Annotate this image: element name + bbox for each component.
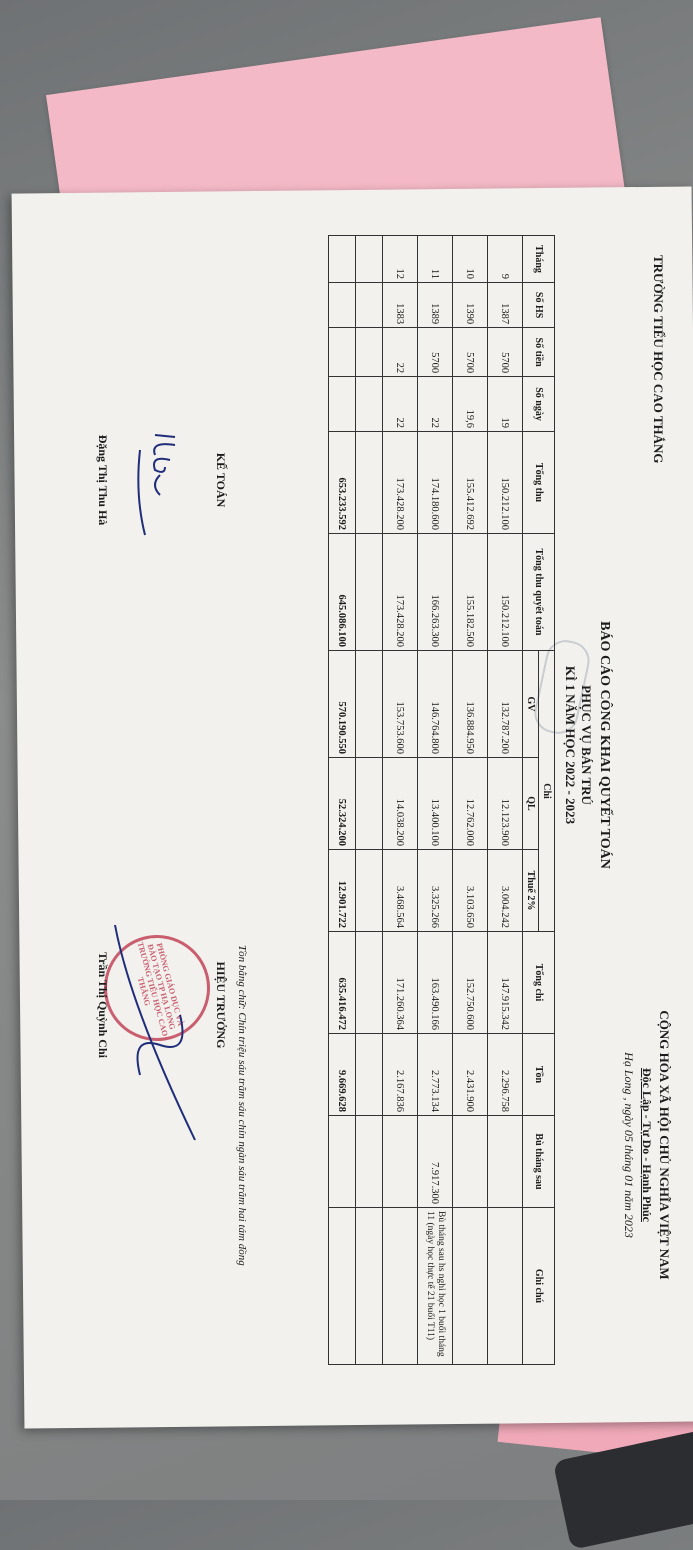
- cell-ql: 14.038.200: [383, 758, 418, 850]
- amount-in-words: Tồn bằng chữ: Chín triệu sáu trăm sáu chín ngàn sáu trăm hai tám đồng: [236, 945, 248, 1266]
- motto: Độc Lập - Tự Do - Hạnh Phúc: [640, 1067, 654, 1222]
- col-gv: GV: [523, 651, 539, 758]
- cell-tong-chi: 171.260.364: [383, 932, 418, 1034]
- cell-ql: 13.400.100: [418, 758, 453, 850]
- cell-thue: 3.325.266: [418, 850, 453, 932]
- cell-so-ngay: 19: [488, 377, 523, 432]
- cell-tong-chi: 163.490.166: [418, 932, 453, 1034]
- total-tong-thu-qt: 645.086.100: [329, 534, 356, 651]
- cell-ghi-chu: [488, 1208, 523, 1365]
- cell-ghi-chu: [453, 1208, 488, 1365]
- school-name: TRƯỜNG TIỂU HỌC CAO THẮNG: [651, 255, 666, 464]
- report-document: [40, 225, 680, 1425]
- cell-ql: 12.762.000: [453, 758, 488, 850]
- report-subtitle: PHỤC VỤ BÁN TRÚ: [579, 685, 594, 805]
- total-tong-chi: 635.416.472: [329, 932, 356, 1034]
- cell-ton: 2.773.134: [418, 1034, 453, 1116]
- report-term: KÌ 1 NĂM HỌC 2022 - 2023: [563, 665, 578, 825]
- cell-thang: 10: [453, 236, 488, 283]
- cell-bu: 7.917.300: [418, 1116, 453, 1208]
- cell-so-ngay: 22: [383, 377, 418, 432]
- principal-signature: [100, 885, 210, 1145]
- accountant-signature: [125, 415, 195, 545]
- cell-so-hs: 1390: [453, 283, 488, 328]
- col-thue: Thuế 2%: [523, 850, 539, 932]
- cell-tong-chi: 147.915.342: [488, 932, 523, 1034]
- cell-tong-thu: 150.212.100: [488, 432, 523, 534]
- cell-so-tien: 5700: [488, 328, 523, 377]
- cell-so-tien: 5700: [453, 328, 488, 377]
- report-title: BÁO CÁO CÔNG KHAI QUYẾT TOÁN: [597, 621, 612, 869]
- stamp-text: PHÒNG GIÁO DỤC VÀ ĐÀO TẠO TP HẠ LONG TRƯỜNG TIỂU HỌC CAO THẮNG: [135, 941, 186, 1038]
- total-tong-thu: 653.233.592: [329, 432, 356, 534]
- cell-gv: 136.884.950: [453, 651, 488, 758]
- cell-tong-thu: 155.412.692: [453, 432, 488, 534]
- col-tong-thu: Tổng thu: [523, 432, 555, 534]
- total-ql: 52.324.200: [329, 758, 356, 850]
- cell-gv: 146.764.800: [418, 651, 453, 758]
- table-row: [488, 236, 523, 1365]
- cell-ghi-chu: [383, 1208, 418, 1365]
- col-bu: Bù tháng sau: [523, 1116, 555, 1208]
- cell-tong-thu: 174.180.600: [418, 432, 453, 534]
- cell-ton: 2.296.758: [488, 1034, 523, 1116]
- cell-tong-thu-qt: 150.212.100: [488, 534, 523, 651]
- settlement-table: [328, 235, 555, 1365]
- cell-thang: 9: [488, 236, 523, 283]
- cell-gv: 153.753.600: [383, 651, 418, 758]
- cell-bu: [488, 1116, 523, 1208]
- cell-so-hs: 1389: [418, 283, 453, 328]
- col-so-hs: Số HS: [523, 283, 555, 328]
- cell-tong-thu-qt: 173.428.200: [383, 534, 418, 651]
- place-date: Hạ Long , ngày 05 tháng 01 năm 2023: [622, 1052, 636, 1238]
- col-ql: QL: [523, 758, 539, 850]
- cell-bu: [383, 1116, 418, 1208]
- cell-tong-thu-qt: 166.263.300: [418, 534, 453, 651]
- cell-thue: 3.004.242: [488, 850, 523, 932]
- cell-thue: 3.103.650: [453, 850, 488, 932]
- total-gv: 570.190.550: [329, 651, 356, 758]
- cell-ton: 2.167.836: [383, 1034, 418, 1116]
- cell-ton: 2.431.900: [453, 1034, 488, 1116]
- cell-so-ngay: 19,6: [453, 377, 488, 432]
- table-row-empty: [356, 236, 383, 1365]
- principal-title: HIỆU TRƯỞNG: [214, 961, 228, 1049]
- cell-bu: [453, 1116, 488, 1208]
- total-ton: 9.669.628: [329, 1034, 356, 1116]
- cell-tong-chi: 152.750.600: [453, 932, 488, 1034]
- accountant-title: KẾ TOÁN: [214, 452, 228, 508]
- table-row: [453, 236, 488, 1365]
- cell-so-tien: 22: [383, 328, 418, 377]
- cell-thue: 3.468.564: [383, 850, 418, 932]
- cell-ql: 12.123.900: [488, 758, 523, 850]
- cell-ghi-chu: Bù tháng sau hs nghỉ học 1 buổi tháng 11 (ngày học thực tế 21 buổi T11): [418, 1208, 453, 1365]
- cell-tong-thu-qt: 155.182.500: [453, 534, 488, 651]
- cell-so-hs: 1387: [488, 283, 523, 328]
- col-thang: Tháng: [523, 236, 555, 283]
- col-so-ngay: Số ngày: [523, 377, 555, 432]
- col-ghi-chu: Ghi chú: [523, 1208, 555, 1365]
- cell-so-hs: 1383: [383, 283, 418, 328]
- cell-gv: 132.787.200: [488, 651, 523, 758]
- col-tong-thu-qt: Tổng thu quyết toán: [523, 534, 555, 651]
- cell-thang: 12: [383, 236, 418, 283]
- col-chi: Chi: [539, 651, 555, 932]
- nation-title: CỘNG HÒA XÃ HỘI CHỦ NGHĨA VIỆT NAM: [657, 1010, 672, 1280]
- cell-tong-thu: 173.428.200: [383, 432, 418, 534]
- cell-so-ngay: 22: [418, 377, 453, 432]
- col-so-tien: Số tiền: [523, 328, 555, 377]
- principal-name: Trần Thị Quỳnh Chi: [96, 952, 110, 1058]
- col-tong-chi: Tổng chi: [523, 932, 555, 1034]
- cell-thang: 11: [418, 236, 453, 283]
- total-thue: 12.901.722: [329, 850, 356, 932]
- table-row: [418, 236, 453, 1365]
- accountant-name: Đặng Thị Thu Hà: [96, 434, 110, 526]
- table-row: [383, 236, 418, 1365]
- cell-so-tien: 5700: [418, 328, 453, 377]
- table-row-total: [329, 236, 356, 1365]
- col-ton: Tồn: [523, 1034, 555, 1116]
